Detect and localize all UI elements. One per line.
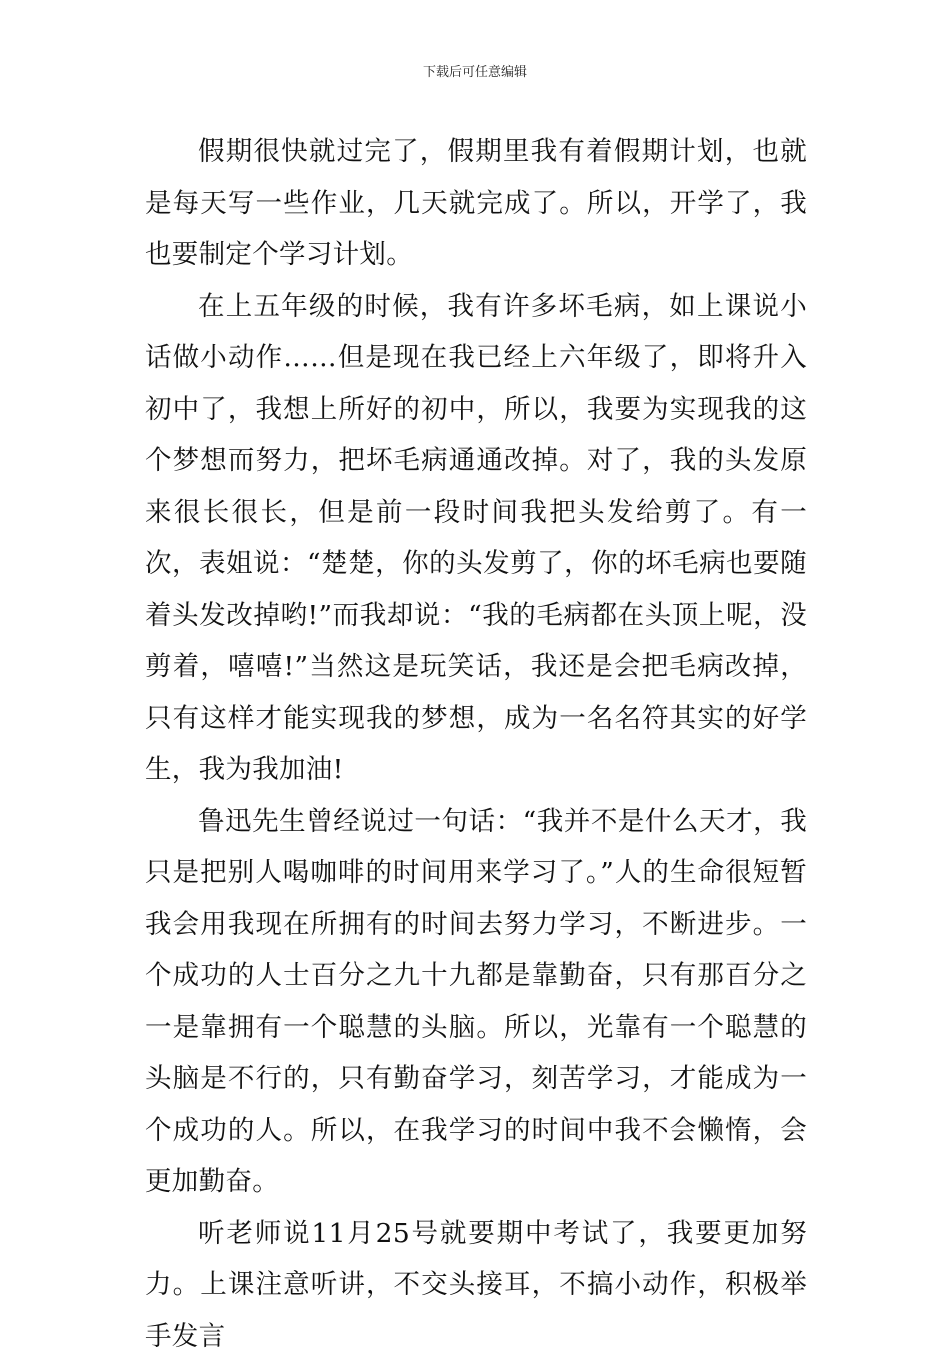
- paragraph-3: 鲁迅先生曾经说过一句话：“我并不是什么天才，我只是把别人喝咖啡的时间用来学习了。”人的生命很短暂我会用我现在所拥有的时间去努力学习，不断进步。一个成功的人士百分之九十九都是靠勤奋，只有那百分之一是靠拥有一个聪慧的头脑。所以，光靠有一个聪慧的头脑是不行的，只有勤奋学习，刻苦学习，才能成为一个成功的人。所以，在我学习的时间中我不会懒惰，会更加勤奋。: [145, 796, 807, 1208]
- paragraph-2: 在上五年级的时候，我有许多坏毛病，如上课说小话做小动作……但是现在我已经上六年级了，即将升入初中了，我想上所好的初中，所以，我要为实现我的这个梦想而努力，把坏毛病通通改掉。对了，我的头发原来很长很长，但是前一段时间我把头发给剪了。有一次，表姐说：“楚楚，你的头发剪了，你的坏毛病也要随着头发改掉哟!”而我却说：“我的毛病都在头顶上呢，没剪着，嘻嘻!”当然这是玩笑话，我还是会把毛病改掉，只有这样才能实现我的梦想，成为一名名符其实的好学生，我为我加油!: [145, 281, 807, 796]
- document-body: [145, 126, 807, 1362]
- page-header-note: 下载后可任意编辑: [0, 64, 950, 82]
- paragraph-4: 听老师说11月25号就要期中考试了，我要更加努力。上课注意听讲，不交头接耳，不搞小动作，积极举手发言: [145, 1208, 807, 1362]
- paragraph-1: 假期很快就过完了，假期里我有着假期计划，也就是每天写一些作业，几天就完成了。所以，开学了，我也要制定个学习计划。: [145, 126, 807, 281]
